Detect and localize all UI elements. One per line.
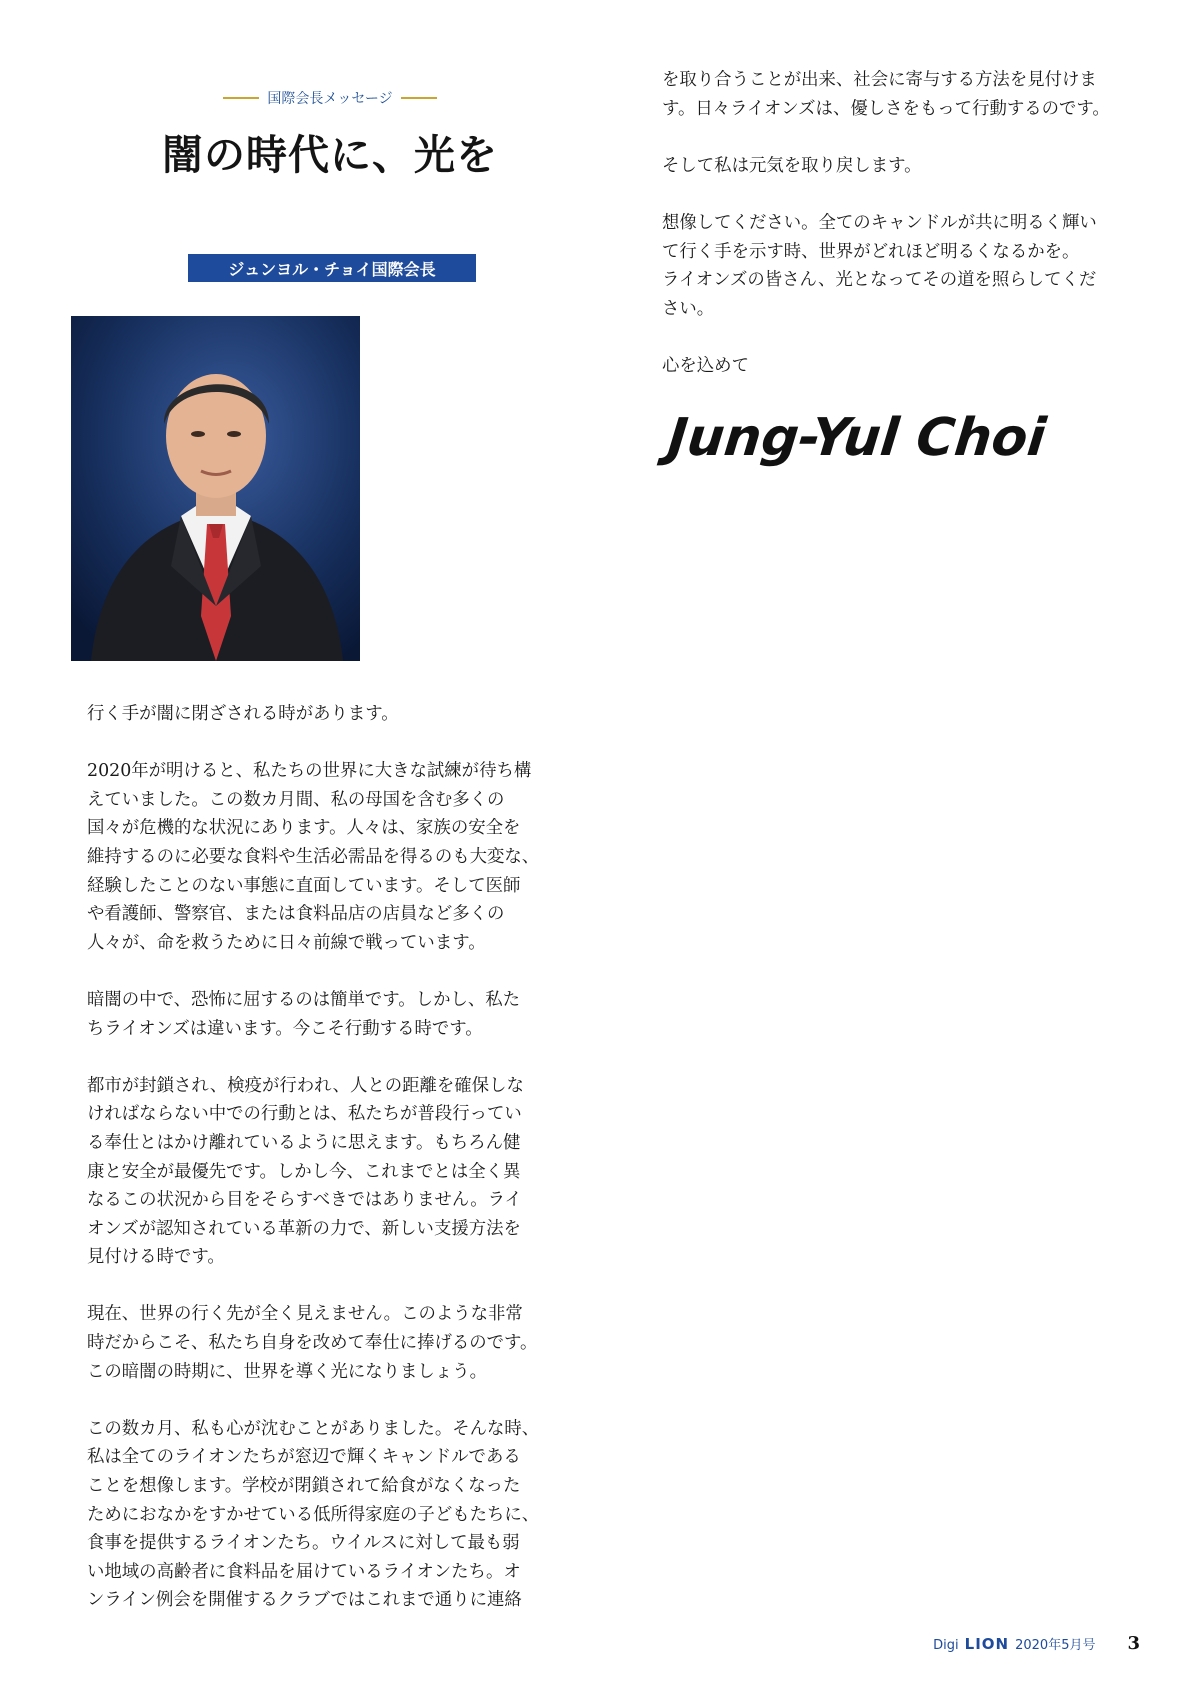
portrait-illustration (71, 316, 360, 661)
kicker-rule-left (223, 97, 259, 99)
body-left-column (87, 700, 595, 1644)
paragraph: そして私は元気を取り戻します。 (662, 155, 922, 176)
paragraph: 都市が封鎖され、検疫が行われ、人との距離を確保しな ければならない中での行動とは、私たちが普段行ってい る奉仕とはかけ離れているように思えます。もちろん健 康と安全が最優先です。しかし今、これまでとは全く異 なるこの状況から目をそらすべきではありません。ライ オンズが認知されている革新の力で、新しい支援方法を 見付ける時です。 (87, 1075, 524, 1268)
closing-line: 心を込めて (662, 355, 749, 376)
kicker-text: 国際会長メッセージ (267, 91, 393, 107)
page-number: 3 (1127, 1633, 1140, 1654)
paragraph: を取り合うことが出来、社会に寄与する方法を見付けま す。日々ライオンズは、優しさをもって行動するのです。 (662, 70, 1110, 119)
body-right-column (662, 66, 1172, 381)
footer-prefix: Digi (933, 1638, 959, 1653)
paragraph: 現在、世界の行く先が全く見えません。このような非常 時だからこそ、私たち自身を改めて奉仕に捧げるのです。 この暗闇の時期に、世界を導く光になりましょう。 (87, 1304, 538, 1382)
paragraph: 想像してください。全てのキャンドルが共に明るく輝い て行く手を示す時、世界がどれほど明るくなるかを。 ライオンズの皆さん、光となってその道を照らしてくだ さい。 (662, 212, 1097, 319)
footer-issue: 2020年5月号 (1015, 1638, 1096, 1653)
paragraph: 暗闇の中で、恐怖に屈するのは簡単です。しかし、私た ちライオンズは違います。今こそ行動する時です。 (87, 989, 521, 1039)
section-kicker (200, 86, 460, 110)
name-badge: ジュンヨル・チョイ国際会長 (188, 254, 476, 282)
signature: Jung-Yul Choi (664, 408, 1049, 468)
footer-brand: LION (964, 1635, 1010, 1653)
paragraph: この数カ月、私も心が沈むことがありました。そんな時、 私は全てのライオンたちが窓辺で輝くキャンドルである ことを想像します。学校が閉鎖されて給食がなくなった ためにおなかをすかせている低所得家庭の子どもたちに、 食事を提供するライオンたち。ウイルスに対して最も弱 い地域の高齢者に食料品を届けているライオンたち。オ ンライン例会を開催するクラブではこれまで通りに連絡 (87, 1418, 540, 1611)
page-title: 闇の時代に、光を (162, 131, 498, 179)
page-footer (900, 1633, 1140, 1657)
portrait-photo (71, 316, 360, 661)
kicker-rule-right (401, 97, 437, 99)
paragraph: 2020年が明けると、私たちの世界に大きな試練が待ち構 えていました。この数カ月間、私の母国を含む多くの 国々が危機的な状況にあります。人々は、家族の安全を 維持するのに必要な食料や生活必需品を得るのも大変な、 経験したことのない事態に直面しています。そして医師 や看護師、警察官、または食料品店の店員など多くの 人々が、命を救うために日々前線で戦っています。 (87, 761, 540, 953)
paragraph: 行く手が闇に閉ざされる時があります。 (87, 704, 399, 724)
